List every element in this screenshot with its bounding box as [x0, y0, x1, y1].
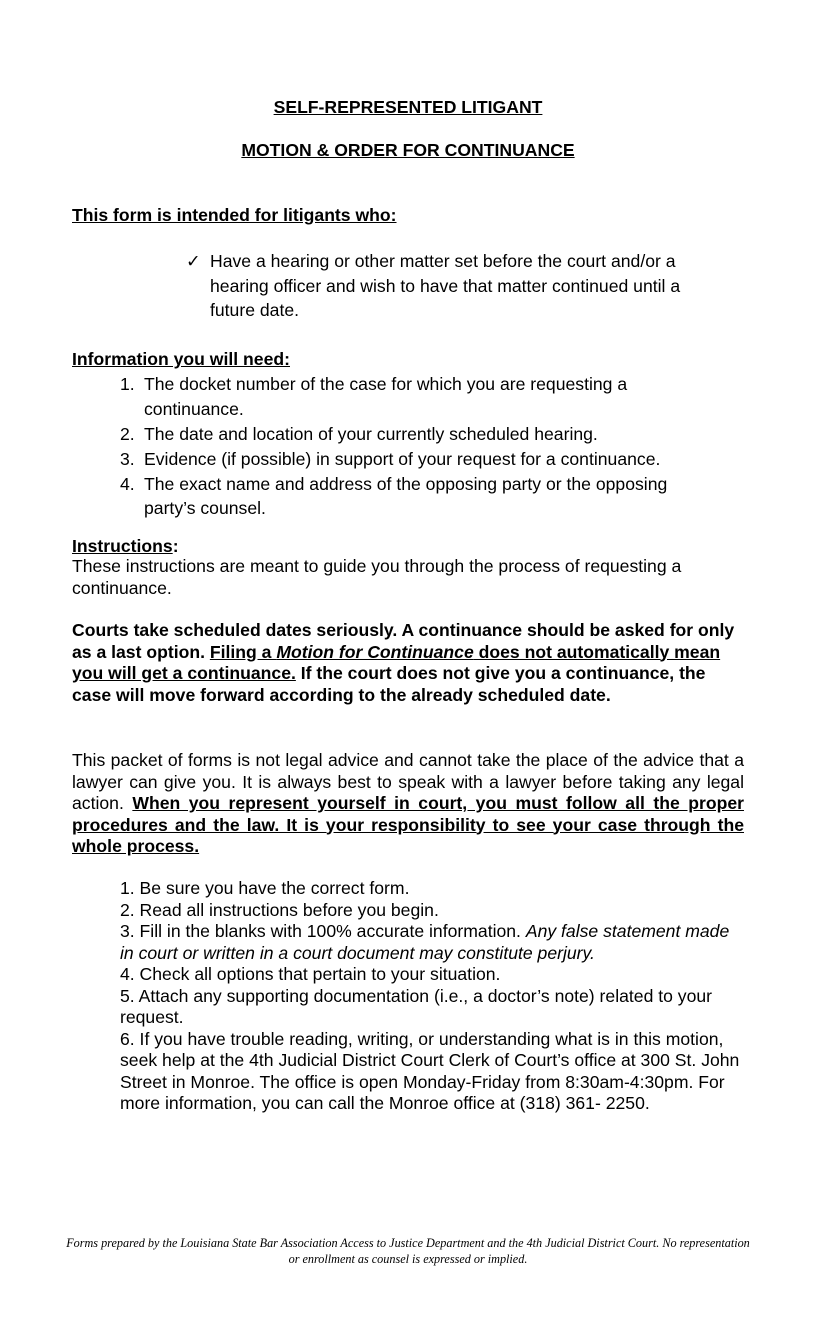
info-item-text: The docket number of the case for which you are requesting a continuance.: [144, 374, 628, 419]
intended-item: [186, 249, 726, 323]
courts-text-2: Filing a: [209, 641, 277, 662]
info-list: [120, 372, 720, 521]
instructions-text: These instructions are meant to guide you through the process of requesting a continuance.: [72, 556, 682, 598]
step-item: 6. If you have trouble reading, writing, or understanding what is in this motion, seek help at the 4th Judicial District Court Clerk of Court’s office at 300 St. John Street in Monroe. The office is open Monday-Friday from 8:30am-4:30pm. For more information, you can call the Monroe office at (318) 361- 2250.: [120, 1028, 740, 1113]
checkmark-icon: ✓: [186, 251, 201, 271]
packet-text-2: When you represent yourself in court, you must follow all the proper procedures and the law. It is your responsibility to see your case through the whole process.: [72, 793, 744, 856]
step-item: 4. Check all options that pertain to your situation.: [120, 964, 501, 984]
info-item-number: 1.: [120, 374, 135, 394]
instructions-heading-colon: :: [172, 536, 179, 556]
info-item-text: The exact name and address of the opposing party or the opposing party’s counsel.: [144, 473, 668, 518]
info-list-item: [120, 447, 720, 472]
info-list-item: [120, 422, 720, 447]
info-item-text: The date and location of your currently scheduled hearing.: [144, 423, 598, 444]
courts-text-5: If the court does not give you a continuance, the case will move forward according to the already scheduled date.: [72, 663, 706, 705]
instructions-heading: [72, 535, 179, 557]
courts-text-1: Courts take scheduled dates seriously. A continuance should be asked for only as a last option.: [72, 620, 735, 662]
info-list-item: [120, 372, 720, 421]
packet-text-1: This packet of forms is not legal advice and cannot take the place of the advice that a lawyer can give you. It is always best to speak with a lawyer before taking any legal action.: [72, 750, 744, 813]
step-item: 2. Read all instructions before you begin.: [120, 899, 439, 920]
document-subtitle: MOTION & ORDER FOR CONTINUANCE: [241, 140, 575, 160]
step-3-text: 3. Fill in the blanks with 100% accurate information.: [120, 921, 526, 941]
courts-text-4: does not automatically mean you will get a continuance.: [72, 641, 721, 683]
info-heading: Information you will need:: [72, 349, 290, 369]
step-item: 5. Attach any supporting documentation (i.e., a doctor’s note) related to your request.: [120, 985, 713, 1027]
intended-heading: This form is intended for litigants who:: [72, 205, 397, 225]
info-item-number: 4.: [120, 473, 135, 494]
footer-disclaimer: Forms prepared by the Louisiana State Bar Association Access to Justice Department and the 4th Judicial District Court. No representation or enrollment as counsel is expressed or implied.: [66, 1236, 750, 1266]
intended-item-text: Have a hearing or other matter set before the court and/or a hearing officer and wish to have that matter continued until a future date.: [210, 251, 681, 320]
steps-list: [120, 878, 740, 1115]
perjury-warning: Any false statement made in court or written in a court document may constitute perjury.: [120, 921, 730, 963]
info-item-text: Evidence (if possible) in support of your request for a continuance.: [144, 448, 661, 469]
document-title: SELF-REPRESENTED LITIGANT: [273, 97, 543, 117]
courts-paragraph: [72, 620, 744, 706]
instructions-heading-text: Instructions: [72, 536, 173, 556]
step-item: [120, 921, 740, 964]
info-item-number: 3.: [120, 448, 135, 469]
motion-title-text: Motion for Continuance: [276, 641, 474, 662]
info-item-number: 2.: [120, 423, 135, 444]
info-list-item: [120, 472, 720, 521]
step-item: 1. Be sure you have the correct form.: [120, 878, 410, 898]
packet-paragraph: [72, 750, 744, 858]
